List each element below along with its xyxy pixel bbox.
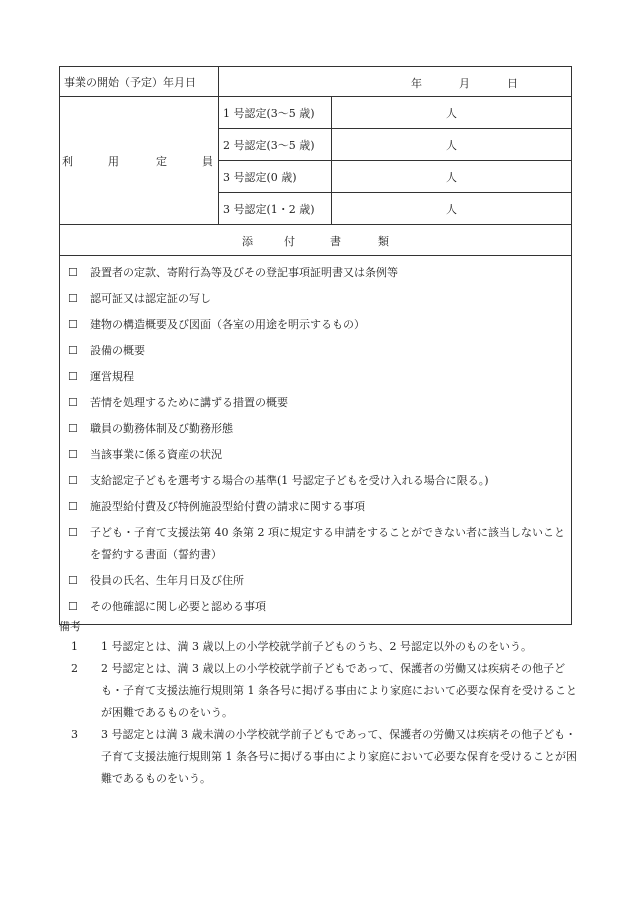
month-unit: 月	[459, 77, 470, 90]
attachment-item	[60, 442, 571, 468]
notes-section	[59, 618, 579, 790]
usage-capacity-label	[60, 97, 219, 225]
start-date-row	[60, 67, 572, 97]
note-item	[59, 724, 579, 790]
attachment-item	[60, 260, 571, 286]
attachment-text: その他確認に関し必要と認める事項	[90, 600, 266, 613]
note-number: 3	[71, 728, 78, 741]
cert-capacity-field[interactable]: 人	[332, 193, 572, 225]
attachment-text: 当該事業に係る資産の状況	[90, 448, 222, 461]
attachments-header-char: 添	[242, 235, 253, 248]
attachment-text: 建物の構造概要及び図面（各室の用途を明示するもの）	[90, 318, 365, 331]
checkbox[interactable]: ☐	[68, 448, 78, 461]
attachment-text: 子ども・子育て支援法第 40 条第 2 項に規定する申請をすることができない者に該当しないことを誓約する書面（誓約書）	[90, 526, 565, 561]
checkbox[interactable]: ☐	[68, 266, 78, 279]
attachments-list	[60, 256, 572, 625]
cert-capacity-field[interactable]: 人	[332, 161, 572, 193]
attachment-text: 職員の勤務体制及び勤務形態	[90, 422, 233, 435]
attachment-text: 設置者の定款、寄附行為等及びその登記事項証明書又は条例等	[90, 266, 398, 279]
checkbox[interactable]: ☐	[68, 370, 78, 383]
note-item	[59, 658, 579, 724]
note-item	[59, 636, 579, 658]
note-number: 2	[71, 662, 78, 675]
attachment-item	[60, 390, 571, 416]
start-date-field[interactable]	[219, 67, 572, 97]
attachments-header-char: 付	[284, 235, 295, 248]
notes-title: 備考	[59, 620, 81, 633]
cert-label: 3 号認定(0 歳)	[219, 161, 332, 193]
attachment-text: 苦情を処理するために講ずる措置の概要	[90, 396, 288, 409]
attachment-item	[60, 286, 571, 312]
checkbox[interactable]: ☐	[68, 526, 78, 539]
usage-label-char: 定	[156, 154, 167, 168]
note-text: 1 号認定とは、満 3 歳以上の小学校就学前子どものうち、2 号認定以外のものをいう。	[101, 640, 532, 653]
cert-capacity-field[interactable]: 人	[332, 129, 572, 161]
year-unit: 年	[411, 77, 422, 90]
attachment-item	[60, 520, 571, 568]
note-text: 2 号認定とは、満 3 歳以上の小学校就学前子どもであって、保護者の労働又は疾病その他子ども・子育て支援法施行規則第 1 条各号に掲げる事由により家庭において必要な保育を受けることが困難であるものをいう。	[101, 662, 577, 719]
attachment-item	[60, 568, 571, 594]
start-date-label: 事業の開始（予定）年月日	[60, 67, 219, 97]
checkbox[interactable]: ☐	[68, 344, 78, 357]
note-text: 3 号認定とは満 3 歳未満の小学校就学前子どもであって、保護者の労働又は疾病その他子ども・子育て支援法施行規則第 1 条各号に掲げる事由により家庭において必要な保育を受けることが困難であるものをいう。	[101, 728, 577, 785]
checkbox[interactable]: ☐	[68, 292, 78, 305]
checkbox[interactable]: ☐	[68, 474, 78, 487]
cert-row-1	[60, 97, 572, 129]
checkbox[interactable]: ☐	[68, 500, 78, 513]
application-form-table	[59, 66, 572, 625]
attachment-item	[60, 594, 571, 620]
usage-label-char: 用	[108, 154, 119, 168]
note-number: 1	[71, 640, 78, 653]
attachment-text: 施設型給付費及び特例施設型給付費の請求に関する事項	[90, 500, 365, 513]
checkbox[interactable]: ☐	[68, 396, 78, 409]
attachment-item	[60, 468, 571, 494]
checkbox[interactable]: ☐	[68, 600, 78, 613]
attachment-text: 支給認定子どもを選考する場合の基準(1 号認定子どもを受け入れる場合に限る。)	[90, 474, 489, 487]
cert-label: 3 号認定(1・2 歳)	[219, 193, 332, 225]
attachment-item	[60, 338, 571, 364]
attachment-item	[60, 494, 571, 520]
usage-label-char: 利	[62, 154, 73, 168]
attachment-item	[60, 416, 571, 442]
day-unit: 日	[507, 77, 518, 90]
cert-label: 1 号認定(3〜5 歳)	[219, 97, 332, 129]
checkbox[interactable]: ☐	[68, 574, 78, 587]
attachment-item	[60, 312, 571, 338]
attachment-text: 設備の概要	[90, 344, 145, 357]
attachment-text: 運営規程	[90, 370, 134, 383]
attachments-header-char: 類	[378, 235, 389, 248]
checkbox[interactable]: ☐	[68, 318, 78, 331]
attachment-text: 認可証又は認定証の写し	[90, 292, 211, 305]
usage-label-char: 員	[202, 154, 213, 168]
cert-label: 2 号認定(3〜5 歳)	[219, 129, 332, 161]
attachments-header-char: 書	[330, 235, 341, 248]
checkbox[interactable]: ☐	[68, 422, 78, 435]
attachment-item	[60, 364, 571, 390]
cert-capacity-field[interactable]: 人	[332, 97, 572, 129]
attachments-list-row	[60, 256, 572, 625]
attachment-text: 役員の氏名、生年月日及び住所	[90, 574, 244, 587]
attachments-header-row	[60, 225, 572, 256]
attachments-header	[60, 225, 572, 256]
